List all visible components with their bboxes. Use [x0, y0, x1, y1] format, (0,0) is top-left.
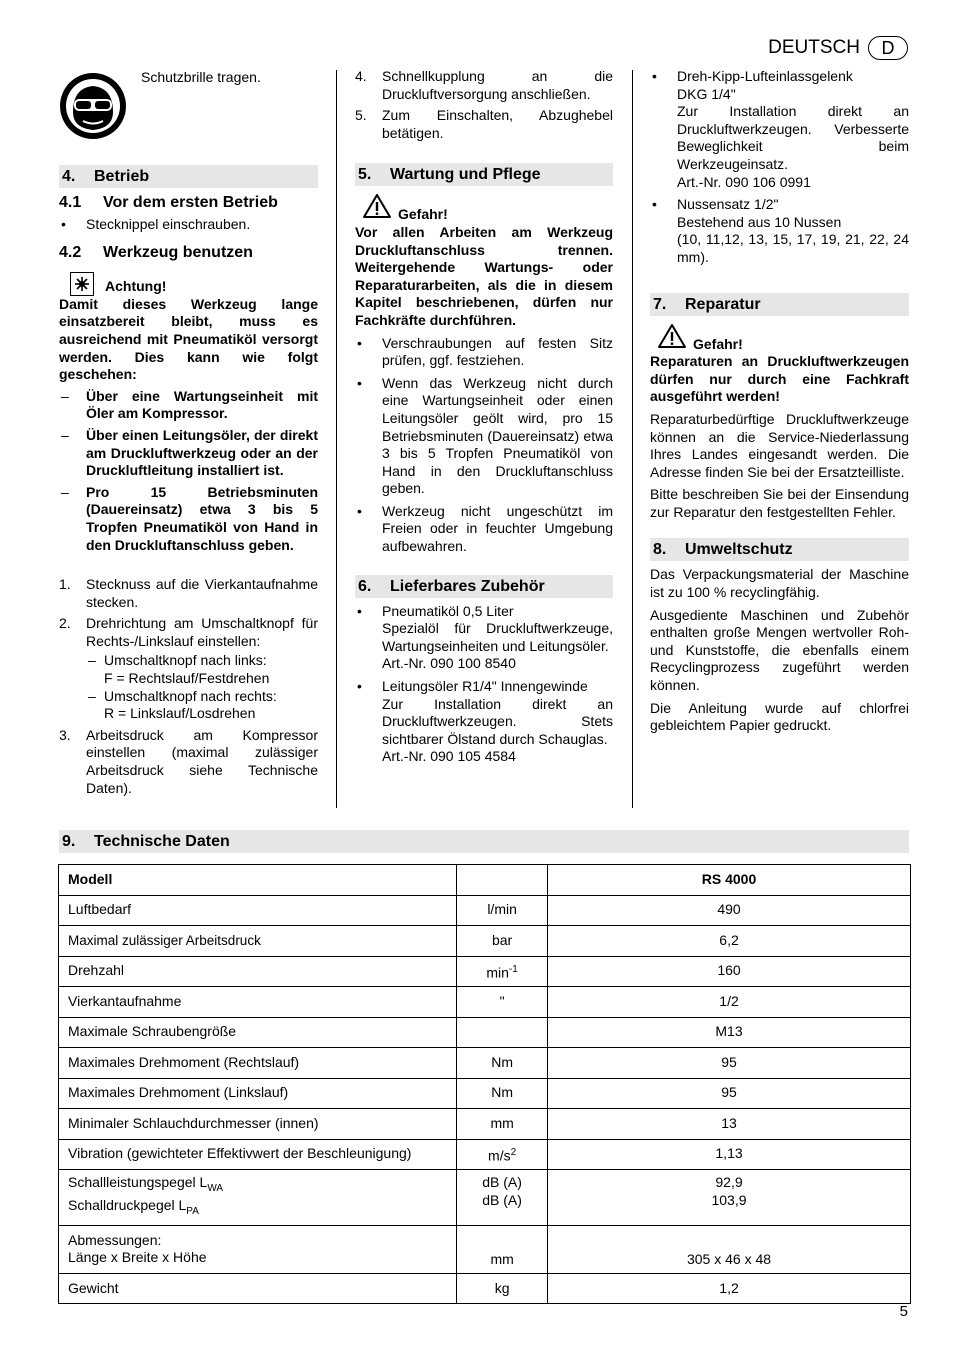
table-cell: Schallleistungspegel $L_{WA}$ Schalldruckpegel $L_{PA}$ — [59, 1170, 457, 1226]
table-row — [59, 987, 911, 1018]
table-row — [59, 1273, 911, 1304]
list-item: – Pro 15 Betriebsminuten (Dauereinsatz) etwa 3 bis 5 Tropfen Pneumatiköl von Hand in den Druckluftanschluss geben. — [59, 484, 318, 554]
operation-steps-continued — [355, 68, 613, 142]
warning-triangle-icon — [362, 193, 392, 224]
table-row — [59, 1109, 911, 1140]
table-cell: bar — [457, 926, 548, 957]
table-cell: Maximale Schraubengröße — [59, 1017, 457, 1048]
direction-sublist — [86, 652, 318, 722]
danger-label: Gefahr! — [398, 206, 448, 223]
column-3 — [650, 68, 909, 735]
caution-text: Damit dieses Werkzeug lange einsatzbereit bleibt, muss es ausreichend mit Pneumatiköl versorgt werden. Dies kann wie folgt geschehen: — [59, 295, 318, 383]
table-row — [59, 956, 911, 987]
section-7-heading: 7. Reparatur — [650, 293, 909, 316]
table-cell: Luftbedarf — [59, 895, 457, 926]
goggles-text: Schutzbrille tragen. — [141, 69, 261, 85]
page-number: 5 — [899, 1303, 908, 1320]
table-header-row — [59, 865, 911, 896]
language-label: DEUTSCH — [768, 37, 860, 59]
table-cell: Modell — [59, 865, 457, 896]
table-row — [59, 1170, 911, 1226]
table-row — [59, 1225, 911, 1273]
list-item: – Umschaltknopf nach links: F = Rechtslauf/Festdrehen — [86, 652, 318, 687]
table-cell: 160 — [548, 956, 911, 987]
list-item: – Umschaltknopf nach rechts: R = Linkslauf/Losdrehen — [86, 688, 318, 723]
table-cell: 305 x 46 x 48 — [548, 1225, 911, 1273]
table-cell: 6,2 — [548, 926, 911, 957]
list-item: • Dreh-Kipp-Lufteinlassgelenk DKG 1/4" Zur Installation direkt an Druckluftwerkzeugen. Verbesserte Beweglichkeit beim Werkzeugeinsatz. Art.-Nr. 090 106 0991 — [650, 68, 909, 191]
table-cell: 13 — [548, 1109, 911, 1140]
list-item: • Pneumatiköl 0,5 Liter Spezialöl für Druckluftwerkzeuge, Wartungseinheiten und Leitungsöler. Art.-Nr. 090 100 8540 — [355, 603, 613, 673]
table-row — [59, 1139, 911, 1170]
list-item: – Über einen Leitungsöler, der direkt am Druckluftwerkzeug oder an der Druckluftleitung installiert ist. — [59, 427, 318, 480]
table-cell: Nm — [457, 1078, 548, 1109]
table-cell: 1,13 — [548, 1139, 911, 1170]
table-cell: kg — [457, 1273, 548, 1304]
environment-paragraph: Das Verpackungsmaterial der Maschine ist zu 100 % recyclingfähig. — [650, 566, 909, 601]
column-divider — [336, 70, 337, 808]
table-row — [59, 1078, 911, 1109]
table-cell: Drehzahl — [59, 956, 457, 987]
section-8-heading: 8. Umweltschutz — [650, 538, 909, 561]
column-2 — [355, 68, 613, 766]
table-cell: mm — [457, 1109, 548, 1140]
caution-icon — [70, 272, 94, 296]
table-cell: mm — [457, 1225, 548, 1273]
table-cell — [457, 1017, 548, 1048]
accessories-list — [355, 603, 613, 766]
table-row — [59, 1017, 911, 1048]
column-divider — [632, 70, 633, 808]
section-9-heading: 9. Technische Daten — [59, 830, 909, 853]
table-cell: $m/s^2$ — [457, 1139, 548, 1170]
danger-text: Reparaturen an Druckluftwerkzeugen dürfen nur durch eine Fachkraft ausgeführt werden! — [650, 353, 909, 405]
list-item: • Leitungsöler R1/4" Innengewinde Zur Installation direkt an Druckluftwerkzeugen. Stets sichtbarer Ölstand durch Schauglas. Art.-Nr. 090 105 4584 — [355, 678, 613, 766]
list-item: • Wenn das Werkzeug nicht durch eine Wartungseinheit oder einen Leitungsöler geölt wird, pro 15 Betriebsminuten (Dauereinsatz) etwa 3 bis 5 Tropfen Pneumatiköl von Hand in den Druckluftanschluss geben. — [355, 375, 613, 498]
caution-heading — [59, 272, 318, 296]
table-cell: Gewicht — [59, 1273, 457, 1304]
list-item: • Stecknippel einschrauben. — [59, 216, 318, 234]
bullet-list — [59, 216, 318, 234]
list-item: 4. Schnellkupplung an die Druckluftversorgung anschließen. — [355, 68, 613, 102]
list-item: 3. Arbeitsdruck am Kompressor einstellen (maximal zulässiger Arbeitsdruck siehe Technische Daten). — [59, 726, 318, 796]
table-cell: dB (A) dB (A) — [457, 1170, 548, 1226]
table-cell: Maximales Drehmoment (Linkslauf) — [59, 1078, 457, 1109]
danger-heading — [650, 323, 909, 354]
safety-goggles-icon — [59, 68, 129, 140]
list-item: • Nussensatz 1/2" Bestehend aus 10 Nussen (10, 11,12, 13, 15, 17, 19, 21, 22, 24 mm). — [650, 196, 909, 266]
accessories-list-continued — [650, 68, 909, 267]
column-1 — [59, 68, 318, 797]
maintenance-list — [355, 335, 613, 556]
list-item: 2. Drehrichtung am Umschaltknopf für Rechts-/Linkslauf einstellen: – Umschaltknopf nach links: F = Rechtslauf/Festdrehen – Umschaltknopf nach rechts: R = Linkslauf/Losdrehen — [59, 615, 318, 723]
table-cell: 95 — [548, 1078, 911, 1109]
table-cell: l/min — [457, 895, 548, 926]
danger-heading — [355, 193, 613, 224]
repair-paragraph: Reparaturbedürftige Druckluftwerkzeuge können an die Service-Niederlassung Ihres Landes eingesandt werden. Die Adresse finden Sie bei der Ersatzteilliste. — [650, 410, 909, 480]
table-cell: Nm — [457, 1048, 548, 1079]
table-row — [59, 1048, 911, 1079]
caution-label: Achtung! — [105, 278, 167, 295]
table-cell: Abmessungen: Länge x Breite x Höhe — [59, 1225, 457, 1273]
danger-text: Vor allen Arbeiten am Werkzeug Druckluftanschluss trennen. Weitergehende Wartungs- oder Reparaturarbeiten, als die in diesem Kapitel beschriebenen, dürfen nur Fachkräfte durchführen. — [355, 223, 613, 328]
table-cell: M13 — [548, 1017, 911, 1048]
list-item: – Über eine Wartungseinheit mit Öler am Kompressor. — [59, 388, 318, 423]
list-item: 1. Stecknuss auf die Vierkantaufnahme stecken. — [59, 576, 318, 610]
subsection-4-1-heading: 4.1 Vor dem ersten Betrieb — [59, 194, 278, 211]
list-item: • Verschraubungen auf festen Sitz prüfen, ggf. festziehen. — [355, 335, 613, 370]
environment-paragraph: Ausgediente Maschinen und Zubehör enthalten große Mengen wertvoller Roh- und Kunststoffe, die ebenfalls einem Recyclingprozess zugeführt werden können. — [650, 606, 909, 694]
table-cell: 95 — [548, 1048, 911, 1079]
table-cell: " — [457, 987, 548, 1018]
table-cell: $\min^{-1}$ — [457, 956, 548, 987]
section-4-heading: 4. Betrieb — [59, 165, 318, 188]
table-row — [59, 895, 911, 926]
repair-paragraph: Bitte beschreiben Sie bei der Einsendung zur Reparatur den festgestellten Fehler. — [650, 486, 909, 520]
subsection-4-2-heading: 4.2 Werkzeug benutzen — [59, 244, 253, 262]
list-item: • Werkzeug nicht ungeschützt im Freien oder in feuchter Umgebung aufbewahren. — [355, 503, 613, 556]
table-cell: 92,9 103,9 — [548, 1170, 911, 1226]
section-6-heading: 6. Lieferbares Zubehör — [355, 575, 613, 598]
section-5-heading: 5. Wartung und Pflege — [355, 163, 613, 186]
table-cell — [457, 865, 548, 896]
table-cell: 1,2 — [548, 1273, 911, 1304]
table-cell: Minimaler Schlauchdurchmesser (innen) — [59, 1109, 457, 1140]
environment-paragraph: Die Anleitung wurde auf chlorfrei gebleichtem Papier gedruckt. — [650, 699, 909, 734]
table-cell: 1/2 — [548, 987, 911, 1018]
table-cell: RS 4000 — [548, 865, 911, 896]
list-item: 5. Zum Einschalten, Abzughebel betätigen. — [355, 107, 613, 141]
table-cell: Vierkantaufnahme — [59, 987, 457, 1018]
warning-triangle-icon — [657, 323, 687, 354]
danger-label: Gefahr! — [693, 335, 743, 352]
table-cell: Maximal zulässiger Arbeitsdruck — [59, 926, 457, 957]
operation-steps — [59, 576, 318, 797]
table-row — [59, 926, 911, 957]
language-badge: D — [868, 36, 908, 60]
table-cell: 490 — [548, 895, 911, 926]
page-header — [768, 36, 908, 60]
table-cell: Vibration (gewichteter Effektivwert der Beschleunigung) — [59, 1139, 457, 1170]
oil-supply-list — [59, 388, 318, 554]
technical-data-table — [58, 864, 911, 1304]
goggles-notice — [59, 68, 318, 150]
table-cell: Maximales Drehmoment (Rechtslauf) — [59, 1048, 457, 1079]
